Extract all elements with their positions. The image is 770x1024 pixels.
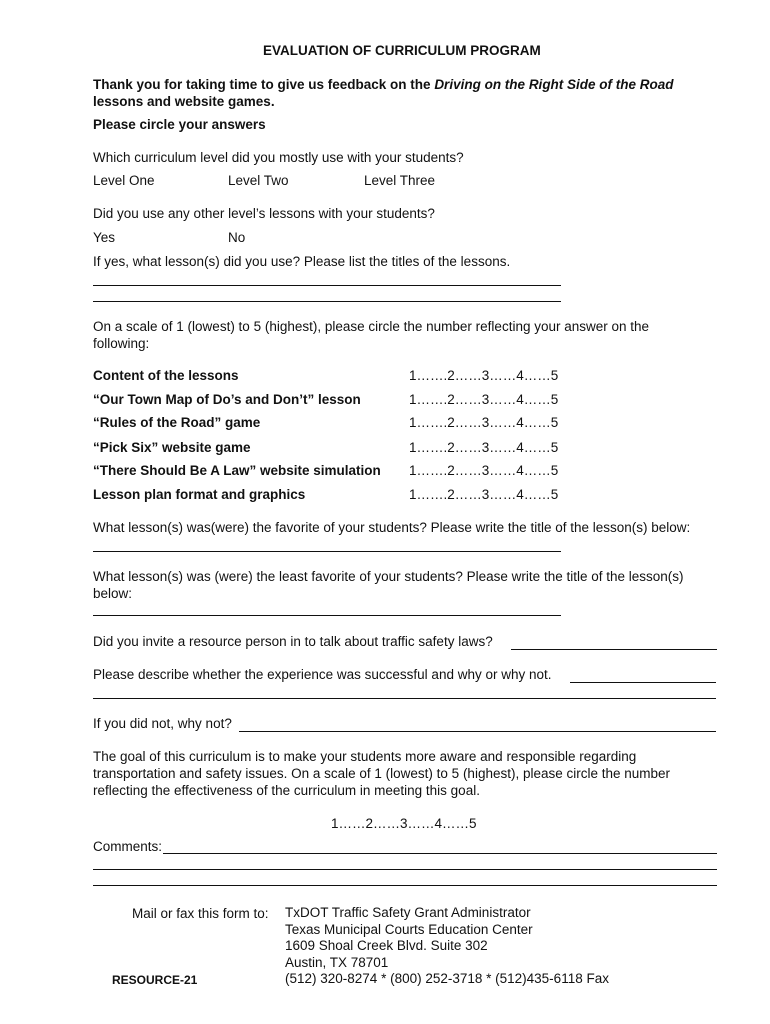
mail-label: Mail or fax this form to:: [132, 906, 269, 921]
q1-question: Which curriculum level did you mostly use with your students?: [93, 150, 464, 165]
rating-item-scale[interactable]: 1…….2……3……4……5: [409, 463, 559, 478]
address-block: [285, 905, 609, 988]
rating-item-scale[interactable]: 1…….2……3……4……5: [409, 415, 559, 430]
q1-option-level-one[interactable]: Level One: [93, 173, 155, 188]
rating-item-label: “Our Town Map of Do’s and Don’t” lesson: [93, 392, 361, 407]
rating-item-scale[interactable]: 1…….2……3……4……5: [409, 392, 559, 407]
goal-text: The goal of this curriculum is to make your students more aware and responsible regarding transportation and safety issues. On a scale of 1 (lowest) to 5 (highest), please circle the number reflecting the effectiveness of the curriculum in meeting this goal.: [93, 749, 671, 798]
form-id: RESOURCE-21: [112, 973, 198, 987]
rating-item-label: “Pick Six” website game: [93, 440, 251, 455]
describe-question: Please describe whether the experience was successful and why or why not.: [93, 667, 552, 682]
q2-answer-line-2[interactable]: [93, 301, 561, 302]
describe-answer-line-1[interactable]: [570, 682, 716, 683]
favorite-question: What lesson(s) was(were) the favorite of your students? Please write the title of the lesson(s) below:: [93, 520, 691, 535]
address-line: 1609 Shoal Creek Blvd. Suite 302: [285, 938, 488, 953]
resource-person-question: Did you invite a resource person in to talk about traffic safety laws?: [93, 634, 493, 649]
q2-answer-line-1[interactable]: [93, 285, 561, 286]
rating-item-label: “Rules of the Road” game: [93, 415, 261, 430]
instruction: Please circle your answers: [93, 117, 266, 132]
q2-question: Did you use any other level’s lessons with your students?: [93, 206, 435, 221]
rating-item-label: “There Should Be A Law” website simulation: [93, 463, 381, 478]
rating-item-label: Content of the lessons: [93, 368, 239, 383]
comments-line-2[interactable]: [93, 869, 717, 870]
address-line: Texas Municipal Courts Education Center: [285, 921, 533, 937]
intro-italic-title: Driving on the Right Side of the Road: [434, 77, 674, 92]
resource-person-answer-line[interactable]: [511, 649, 717, 650]
comments-line-3[interactable]: [93, 885, 717, 886]
address-line: TxDOT Traffic Safety Grant Administrator: [285, 905, 531, 920]
rating-item-label: Lesson plan format and graphics: [93, 487, 306, 502]
goal-scale[interactable]: 1……2……3……4……5: [331, 816, 477, 831]
q1-option-level-three[interactable]: Level Three: [364, 173, 436, 188]
why-not-question: If you did not, why not?: [93, 716, 232, 731]
q2-followup: If yes, what lesson(s) did you use? Please list the titles of the lessons.: [93, 254, 511, 269]
why-not-answer-line[interactable]: [239, 731, 716, 732]
q2-option-yes[interactable]: Yes: [93, 230, 116, 245]
least-favorite-answer-line[interactable]: [93, 615, 561, 616]
comments-label: Comments:: [93, 839, 163, 854]
intro-suffix: lessons and website games.: [93, 94, 275, 109]
contact-numbers: (512) 320-8274 * (800) 252-3718 * (512)435-6118 Fax: [285, 971, 609, 986]
address-line: Austin, TX 78701: [285, 954, 389, 970]
intro-text: [93, 76, 703, 110]
intro-prefix: Thank you for taking time to give us feedback on the: [93, 77, 435, 92]
q2-option-no[interactable]: No: [228, 230, 246, 245]
describe-answer-line-2[interactable]: [93, 698, 716, 699]
rating-item-scale[interactable]: 1…….2……3……4……5: [409, 368, 559, 383]
q1-option-level-two[interactable]: Level Two: [228, 173, 289, 188]
rating-item-scale[interactable]: 1…….2……3……4……5: [409, 487, 559, 502]
comments-line-1[interactable]: [163, 853, 717, 854]
rating-intro: On a scale of 1 (lowest) to 5 (highest), please circle the number reflecting your answer on the following:: [93, 319, 650, 351]
favorite-answer-line[interactable]: [93, 551, 561, 552]
rating-item-scale[interactable]: 1…….2……3……4……5: [409, 440, 559, 455]
page-title: EVALUATION OF CURRICULUM PROGRAM: [263, 43, 541, 58]
least-favorite-question: What lesson(s) was (were) the least favorite of your students? Please write the title of the lesson(s) below:: [93, 569, 684, 601]
